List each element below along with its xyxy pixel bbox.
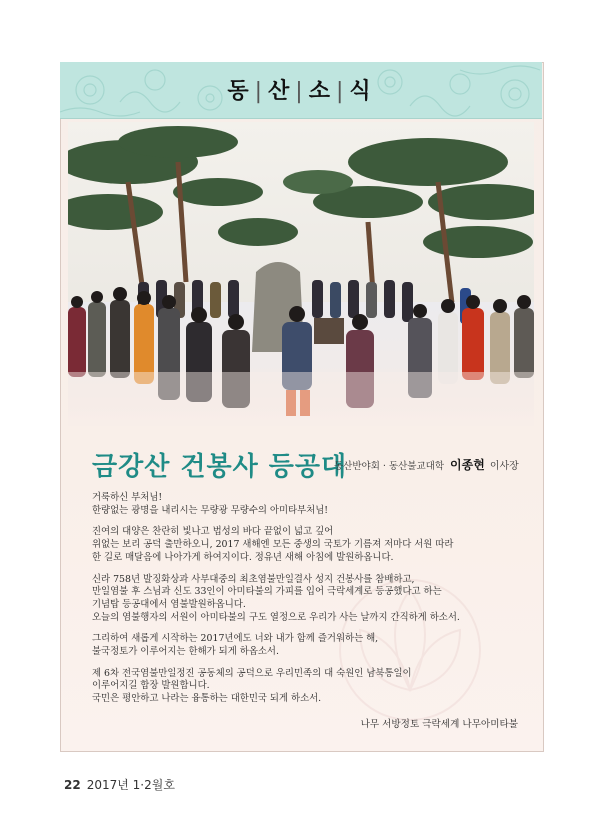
text-line: 기념탑 등공대에서 염불발원하옵니다.	[92, 598, 246, 610]
issue-label: 2017년 1·2월호	[86, 778, 175, 792]
text-line: 위없는 보리 공덕 출만하오니, 2017 새해엔 모든 중생의 국토가 기름져 저마다 서원 따라	[92, 539, 454, 551]
page-number: 22	[64, 778, 81, 792]
text-line: 제 6차 전국염불만일정진 공동체의 공덕으로 우리민족의 대 숙원인 남북통일이	[92, 667, 412, 679]
text-line: 한 길로 매달음에 나아가게 하여지이다. 정유년 새해 아침에 발원하옵니다.	[92, 551, 394, 563]
author-name: 이종현	[450, 458, 485, 472]
text-line: 한량없는 광명을 내리시는 무량광 무량수의 아미타부처님!	[92, 504, 329, 516]
ceremony-photo-illustration	[68, 122, 534, 426]
text-line: 만일염불 후 스님과 신도 33인이 아미타불의 가피를 입어 극락세계로 등공했다고 하는	[92, 586, 442, 598]
section-title-char: 소	[308, 79, 332, 104]
section-title-char: 식	[349, 79, 373, 104]
closing-line: 나무 서방정토 극락세계 나무아미타불	[360, 719, 518, 730]
text-line: 진여의 대양은 찬란히 빛나고 법성의 바다 끝없이 넓고 깊어	[92, 526, 334, 538]
paragraph	[92, 492, 512, 517]
text-line: 오늘의 염불행자의 서원이 아미타불의 구도 열정으로 우리가 사는 날까지 간직하게 하소서.	[92, 611, 460, 623]
text-line: 이루어지길 합장 발원합니다.	[92, 680, 210, 692]
paragraph	[92, 526, 512, 564]
paragraph	[92, 633, 512, 658]
article-title: 금강산 건봉사 등공대	[92, 452, 348, 482]
section-title-separator: |	[335, 79, 346, 104]
text-line: 불국정토가 이루어지는 한해가 되게 하옵소서.	[92, 646, 279, 658]
author-organization: 동산반야회 · 동산불교대학	[334, 461, 445, 472]
author-byline	[334, 456, 519, 473]
section-title	[0, 74, 600, 105]
text-line: 국민은 평안하고 나라는 융통하는 대한민국 되게 하소서.	[92, 693, 322, 705]
prayer-text	[92, 492, 512, 715]
page-footer	[64, 776, 175, 793]
paragraph	[92, 668, 512, 706]
section-title-separator: |	[254, 79, 265, 104]
section-title-separator: |	[295, 79, 305, 104]
author-role: 이사장	[489, 461, 519, 472]
paragraph	[92, 574, 512, 625]
section-title-char: 동	[227, 79, 251, 104]
text-line: 그리하여 새롭게 시작하는 2017년에도 너와 내가 함께 즐거워하는 해,	[92, 633, 379, 645]
text-line: 거룩하신 부처님!	[92, 492, 163, 503]
article-photo	[68, 122, 534, 426]
section-title-char: 산	[268, 79, 292, 104]
text-line: 신라 758년 발징화상과 사부대중의 최초염불만일결사 성지 건봉사를 참배하고,	[92, 573, 415, 585]
